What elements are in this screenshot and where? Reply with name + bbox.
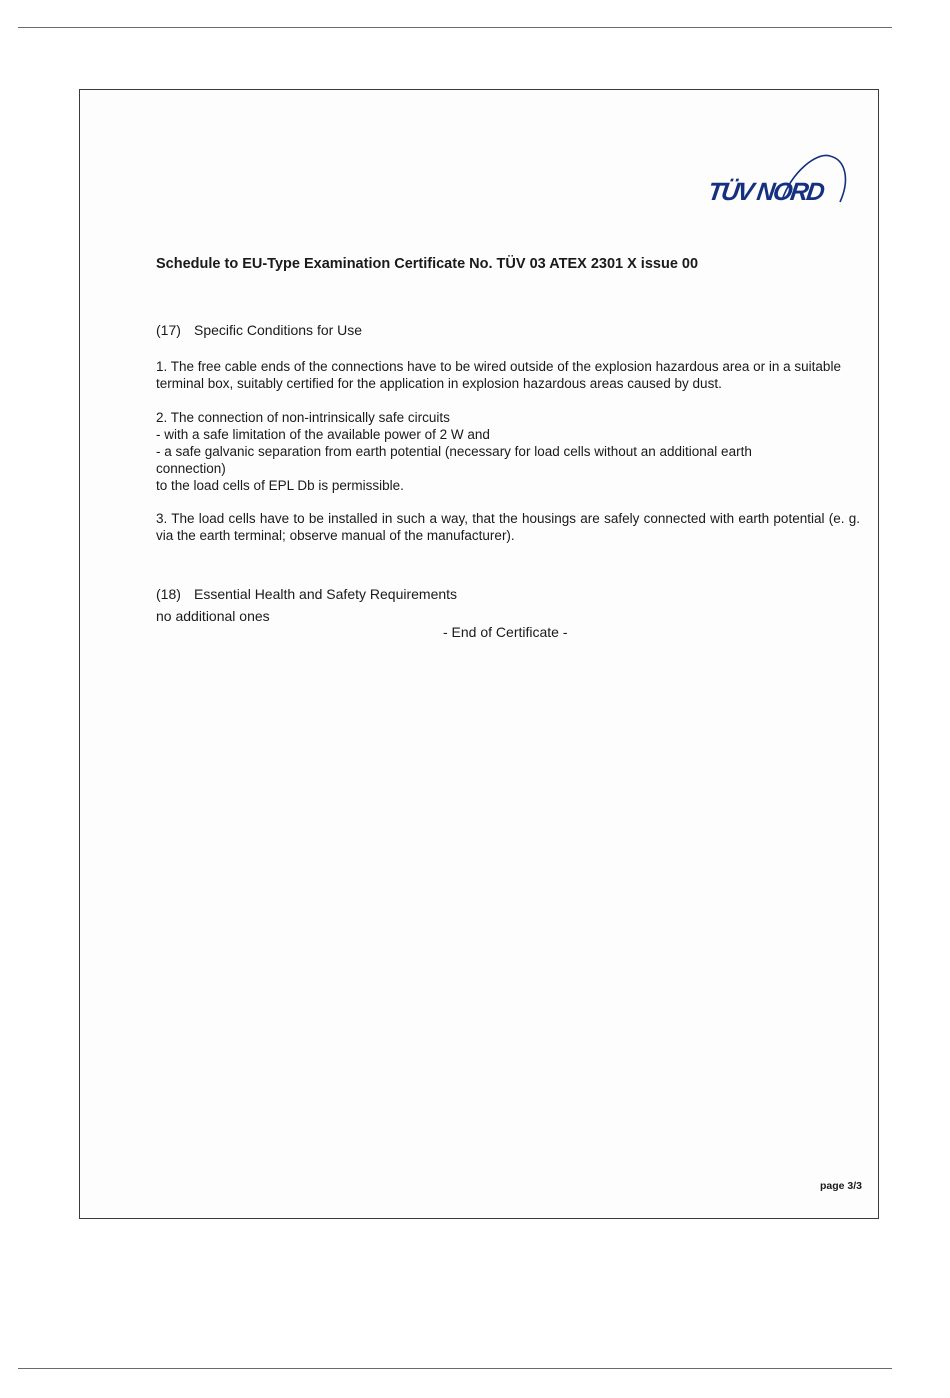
section-18-number: (18) bbox=[156, 586, 181, 602]
logo-wordmark: TÜV NORD bbox=[706, 178, 825, 206]
condition-2-line-3: - a safe galvanic separation from earth potential (necessary for load cells without an additional earth connection) bbox=[156, 444, 752, 476]
end-of-certificate: - End of Certificate - bbox=[443, 624, 568, 640]
condition-1: 1. The free cable ends of the connections have to be wired outside of the explosion hazardous area or in a suitable terminal box, suitably certified for the application in explosion hazardous areas caused by dust. bbox=[156, 359, 841, 391]
condition-2 bbox=[156, 409, 860, 494]
section-17-heading bbox=[156, 322, 362, 338]
condition-2-line-4: to the load cells of EPL Db is permissible. bbox=[156, 478, 404, 493]
section-18-text: no additional ones bbox=[156, 608, 270, 624]
condition-2-line-2: - with a safe limitation of the available power of 2 W and bbox=[156, 427, 490, 442]
condition-2-line-1: 2. The connection of non-intrinsically safe circuits bbox=[156, 410, 450, 425]
condition-3: 3. The load cells have to be installed in such a way, that the housings are safely connected with earth potential (e. g. via the earth terminal; observe manual of the manufacturer). bbox=[156, 511, 860, 543]
top-rule bbox=[18, 27, 892, 28]
section-17-number: (17) bbox=[156, 322, 181, 338]
section-18-title: Essential Health and Safety Requirements bbox=[194, 586, 458, 602]
section-17-title: Specific Conditions for Use bbox=[194, 322, 363, 338]
page-number: page 3/3 bbox=[820, 1180, 863, 1192]
section-18-heading bbox=[156, 586, 457, 602]
bottom-rule bbox=[18, 1368, 892, 1369]
certificate-title: Schedule to EU-Type Examination Certificate No. TÜV 03 ATEX 2301 X issue 00 bbox=[156, 256, 699, 272]
certificate-page bbox=[79, 89, 879, 1219]
tuv-nord-logo bbox=[700, 140, 850, 210]
